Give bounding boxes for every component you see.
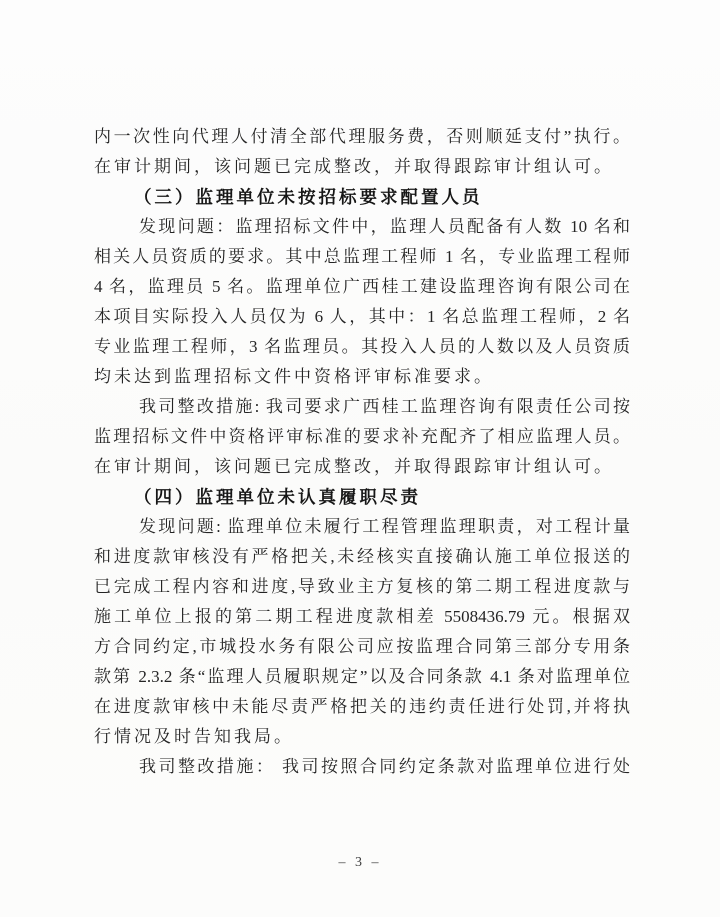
- text-line: 发现问题：监理招标文件中，监理人员配备有人数 10 名和: [139, 217, 630, 236]
- section-heading-four: （四）监理单位未认真履职尽责: [134, 487, 421, 507]
- text-line: 在进度款审核中未能尽责严格把关的违约责任进行处罚,并将执: [94, 697, 630, 716]
- text-line: 和进度款审核没有严格把关,未经核实直接确认施工单位报送的: [94, 547, 630, 566]
- text-line: 相关人员资质的要求。其中总监理工程师 1 名，专业监理工程师: [94, 247, 630, 266]
- text-line: 本项目实际投入人员仅为 6 人，其中：1 名总监理工程师，2 名: [94, 307, 630, 326]
- text-line: 在审计期间，该问题已完成整改，并取得跟踪审计组认可。: [94, 157, 614, 176]
- text-line: 发现问题: 监理单位未履行工程管理监理职责，对工程计量: [139, 517, 630, 536]
- text-line: 行情况及时告知我局。: [94, 727, 294, 746]
- text-line: 方合同约定,市城投水务有限公司应按监理合同第三部分专用条: [94, 637, 630, 656]
- text-line: 已完成工程内容和进度,导致业主方复核的第二期工程进度款与: [94, 577, 630, 596]
- text-line: 款第 2.3.2 条“监理人员履职规定”以及合同条款 4.1 条对监理单位: [94, 667, 630, 686]
- text-line: 4 名，监理员 5 名。监理单位广西桂工建设监理咨询有限公司在: [94, 277, 630, 296]
- page-number: – 3 –: [338, 855, 382, 870]
- text-line: 施工单位上报的第二期工程进度款相差 5508436.79 元。根据双: [94, 607, 630, 626]
- section-heading-three: （三）监理单位未按招标要求配置人员: [134, 187, 483, 207]
- text-line: 监理招标文件中资格评审标准的要求补充配齐了相应监理人员。: [94, 427, 630, 446]
- text-line: 在审计期间，该问题已完成整改，并取得跟踪审计组认可。: [94, 457, 614, 476]
- text-line: 专业监理工程师，3 名监理员。其投入人员的人数以及人员资质: [94, 337, 630, 356]
- text-line: 内一次性向代理人付清全部代理服务费，否则顺延支付”执行。: [94, 127, 630, 146]
- text-line: 我司整改措施： 我司按照合同约定条款对监理单位进行处: [139, 757, 630, 776]
- document-body: [94, 122, 630, 782]
- text-line: 我司整改措施: 我司要求广西桂工监理咨询有限责任公司按: [139, 397, 630, 416]
- text-line: 均未达到监理招标文件中资格评审标准要求。: [94, 367, 494, 386]
